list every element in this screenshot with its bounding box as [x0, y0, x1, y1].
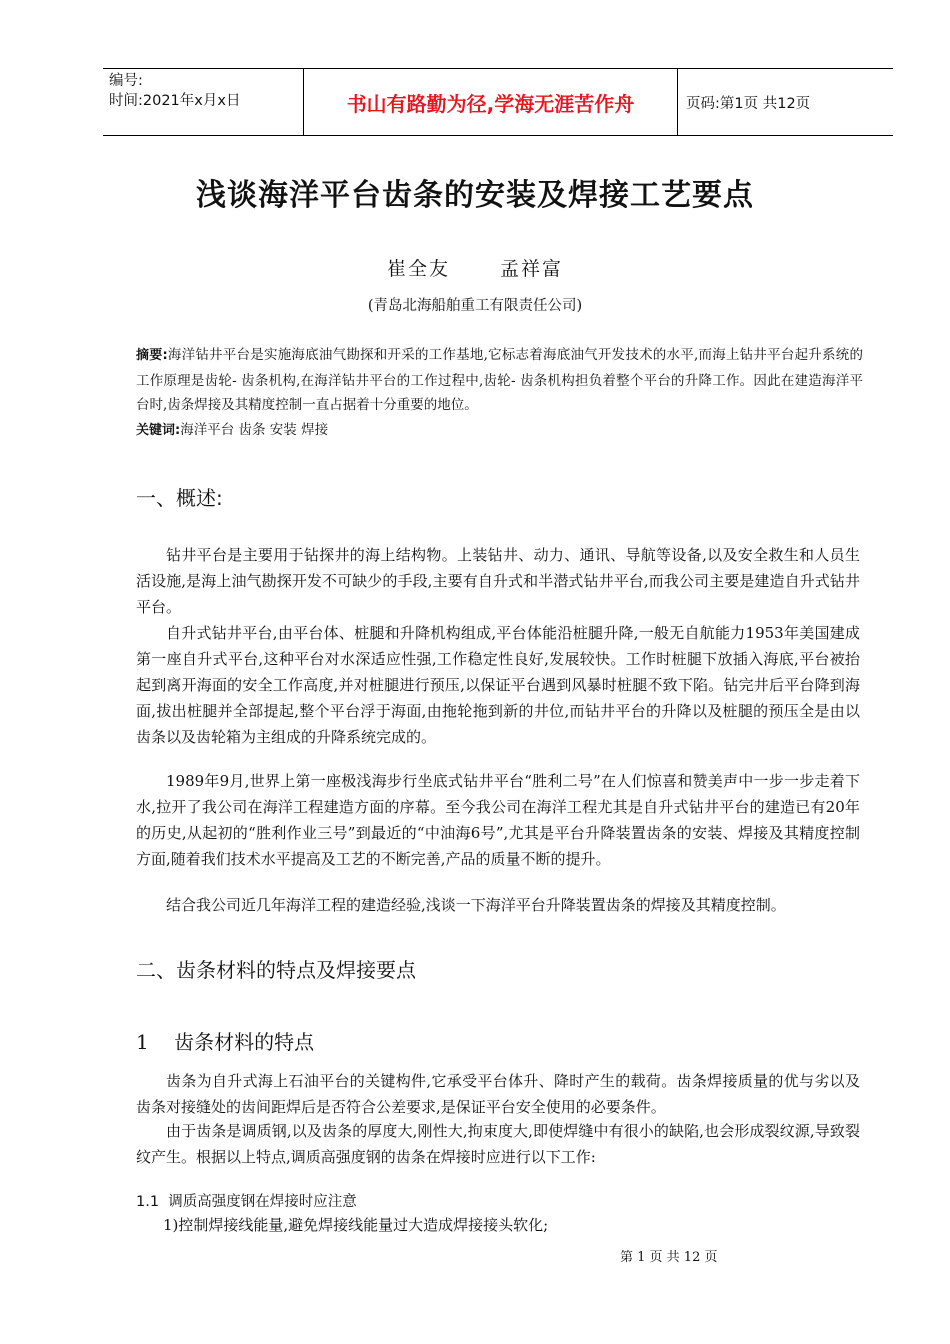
header-table [103, 68, 893, 136]
authors [0, 254, 950, 281]
author-2: 孟祥富 [500, 258, 564, 280]
section-2-1-heading: 1 齿条材料的特点 [136, 1030, 315, 1054]
section-2-1-1-heading: 1.1 调质高强度钢在焊接时应注意 [136, 1194, 357, 1210]
author-1: 崔全友 [386, 258, 450, 280]
section-1-paragraph-4: 结合我公司近几年海洋工程的建造经验,浅谈一下海洋平台升降装置齿条的焊接及其精度控制。 [166, 896, 786, 914]
list-item: 1)控制焊接线能量,避免焊接线能量过大造成焊接接头软化; [163, 1216, 549, 1234]
keywords [136, 420, 328, 441]
section-2-1-paragraph-2: 由于齿条是调质钢,以及齿条的厚度大,刚性大,拘束度大,即使焊缝中有很小的缺陷,也会形成裂纹源,导致裂纹产生。根据以上特点,调质高强度钢的齿条在焊接时应进行以下工作: [136, 1122, 860, 1166]
header-page-label: 页码:第1页 共12页 [686, 95, 811, 112]
keywords-label: 关键词: [136, 423, 181, 438]
section-2-1-paragraph-1: 齿条为自升式海上石油平台的关键构件,它承受平台体升、降时产生的载荷。齿条焊接质量的优与劣以及齿条对接缝处的齿间距焊后是否符合公差要求,是保证平台安全使用的必要条件。 [136, 1072, 860, 1116]
header-motto-cell [304, 69, 678, 135]
header-meta-cell [103, 69, 304, 135]
section-1-paragraph-3: 1989年9月,世界上第一座极浅海步行坐底式钻井平台“胜利二号”在人们惊喜和赞美声中一步一步走着下水,拉开了我公司在海洋工程建造方面的序幕。至今我公司在海洋工程尤其是自升式钻井平台的建造已有20年的历史,从起初的“胜利作业三号”到最近的“中油海6号”,尤其是平台升降装置齿条的安装、焊接及其精度控制方面,随着我们技术水平提高及工艺的不断完善,产品的质量不断的提升。 [136, 772, 860, 868]
abstract-label: 摘要: [136, 348, 168, 363]
header-page-cell [678, 69, 893, 135]
abstract-text: 海洋钻井平台是实施海底油气勘探和开采的工作基地,它标志着海底油气开发技术的水平,而海上钻井平台起升系统的工作原理是齿轮- 齿条机构,在海洋钻井平台的工作过程中,齿轮- 齿条机构担负着整个平台的升降工作。因此在建造海洋平台时,齿条焊接及其精度控制一直占据着十分重要的地位。 [136, 347, 863, 413]
document-number-label: 编号: [109, 73, 143, 89]
section-1-paragraph-1: 钻井平台是主要用于钻探井的海上结构物。上装钻井、动力、通讯、导航等设备,以及安全救生和人员生活设施,是海上油气勘探开发不可缺少的手段,主要有自升式和半潜式钻井平台,而我公司主要是建造自升式钻井平台。 [136, 546, 860, 616]
abstract [136, 343, 863, 418]
page-footer: 第 1 页 共 12 页 [620, 1250, 718, 1265]
section-1-heading: 一、概述: [136, 486, 223, 510]
keywords-text: 海洋平台 齿条 安装 焊接 [180, 422, 329, 438]
document-date-label: 时间:2021年x月x日 [109, 93, 241, 109]
section-2-heading: 二、齿条材料的特点及焊接要点 [136, 958, 416, 982]
document-title: 浅谈海洋平台齿条的安装及焊接工艺要点 [196, 178, 754, 213]
affiliation: (青岛北海船舶重工有限责任公司) [367, 298, 583, 314]
section-1-paragraph-2: 自升式钻井平台,由平台体、桩腿和升降机构组成,平台体能沿桩腿升降,一般无自航能力1953年美国建成第一座自升式平台,这种平台对水深适应性强,工作稳定性良好,发展较快。工作时桩腿下放插入海底,平台被抬起到离开海面的安全工作高度,并对桩腿进行预压,以保证平台遇到风暴时桩腿不致下陷。钻完井后平台降到海面,拔出桩腿并全部提起,整个平台浮于海面,由拖轮拖到新的井位,而钻井平台的升降以及桩腿的预压全是由以齿条以及齿轮箱为主组成的升降系统完成的。 [136, 624, 860, 746]
header-motto: 书山有路勤为径,学海无涯苦作舟 [346, 91, 635, 116]
